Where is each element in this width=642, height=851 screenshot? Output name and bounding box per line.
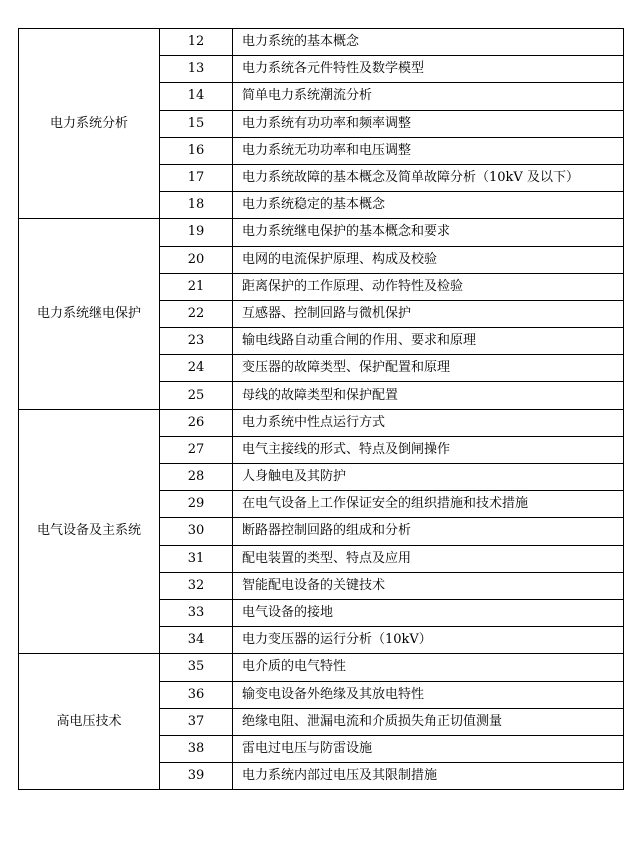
topic-cell: 电气设备的接地 <box>233 599 624 626</box>
item-number-cell: 15 <box>160 110 233 137</box>
topic-cell: 在电气设备上工作保证安全的组织措施和技术措施 <box>233 491 624 518</box>
item-number-cell: 32 <box>160 572 233 599</box>
topic-cell: 母线的故障类型和保护配置 <box>233 382 624 409</box>
item-number-cell: 19 <box>160 219 233 246</box>
item-number-cell: 27 <box>160 436 233 463</box>
topic-cell: 变压器的故障类型、保护配置和原理 <box>233 355 624 382</box>
item-number-cell: 14 <box>160 83 233 110</box>
topic-cell: 电力系统故障的基本概念及简单故障分析（10kV 及以下） <box>233 164 624 191</box>
topic-cell: 绝缘电阻、泄漏电流和介质损失角正切值测量 <box>233 708 624 735</box>
table-row <box>19 29 624 56</box>
topic-cell: 电气主接线的形式、特点及倒闸操作 <box>233 436 624 463</box>
topic-cell: 断路器控制回路的组成和分析 <box>233 518 624 545</box>
item-number-cell: 20 <box>160 246 233 273</box>
topic-cell: 人身触电及其防护 <box>233 464 624 491</box>
category-cell: 电力系统继电保护 <box>19 219 160 409</box>
item-number-cell: 12 <box>160 29 233 56</box>
topic-cell: 电力系统各元件特性及数学模型 <box>233 56 624 83</box>
item-number-cell: 38 <box>160 735 233 762</box>
item-number-cell: 22 <box>160 300 233 327</box>
table-row <box>19 654 624 681</box>
item-number-cell: 33 <box>160 599 233 626</box>
topic-cell: 智能配电设备的关键技术 <box>233 572 624 599</box>
item-number-cell: 36 <box>160 681 233 708</box>
item-number-cell: 39 <box>160 763 233 790</box>
topic-cell: 电力系统无功功率和电压调整 <box>233 137 624 164</box>
topic-cell: 电力变压器的运行分析（10kV） <box>233 627 624 654</box>
topic-cell: 简单电力系统潮流分析 <box>233 83 624 110</box>
topic-cell: 输电线路自动重合闸的作用、要求和原理 <box>233 328 624 355</box>
topic-cell: 电力系统稳定的基本概念 <box>233 192 624 219</box>
topic-cell: 配电装置的类型、特点及应用 <box>233 545 624 572</box>
category-cell: 高电压技术 <box>19 654 160 790</box>
item-number-cell: 37 <box>160 708 233 735</box>
category-cell: 电气设备及主系统 <box>19 409 160 654</box>
item-number-cell: 26 <box>160 409 233 436</box>
item-number-cell: 34 <box>160 627 233 654</box>
item-number-cell: 31 <box>160 545 233 572</box>
item-number-cell: 28 <box>160 464 233 491</box>
topic-cell: 输变电设备外绝缘及其放电特性 <box>233 681 624 708</box>
topic-cell: 互感器、控制回路与微机保护 <box>233 300 624 327</box>
table-row <box>19 219 624 246</box>
topic-cell: 电介质的电气特性 <box>233 654 624 681</box>
topic-cell: 电网的电流保护原理、构成及校验 <box>233 246 624 273</box>
topic-cell: 电力系统的基本概念 <box>233 29 624 56</box>
item-number-cell: 13 <box>160 56 233 83</box>
topic-cell: 电力系统中性点运行方式 <box>233 409 624 436</box>
topic-cell: 雷电过电压与防雷设施 <box>233 735 624 762</box>
syllabus-table <box>18 28 624 790</box>
item-number-cell: 24 <box>160 355 233 382</box>
item-number-cell: 18 <box>160 192 233 219</box>
item-number-cell: 21 <box>160 273 233 300</box>
item-number-cell: 29 <box>160 491 233 518</box>
topic-cell: 电力系统继电保护的基本概念和要求 <box>233 219 624 246</box>
table-row <box>19 409 624 436</box>
item-number-cell: 23 <box>160 328 233 355</box>
topic-cell: 电力系统有功功率和频率调整 <box>233 110 624 137</box>
item-number-cell: 30 <box>160 518 233 545</box>
item-number-cell: 35 <box>160 654 233 681</box>
category-cell: 电力系统分析 <box>19 29 160 219</box>
topic-cell: 电力系统内部过电压及其限制措施 <box>233 763 624 790</box>
item-number-cell: 25 <box>160 382 233 409</box>
item-number-cell: 16 <box>160 137 233 164</box>
syllabus-table-body <box>19 29 624 790</box>
topic-cell: 距离保护的工作原理、动作特性及检验 <box>233 273 624 300</box>
item-number-cell: 17 <box>160 164 233 191</box>
